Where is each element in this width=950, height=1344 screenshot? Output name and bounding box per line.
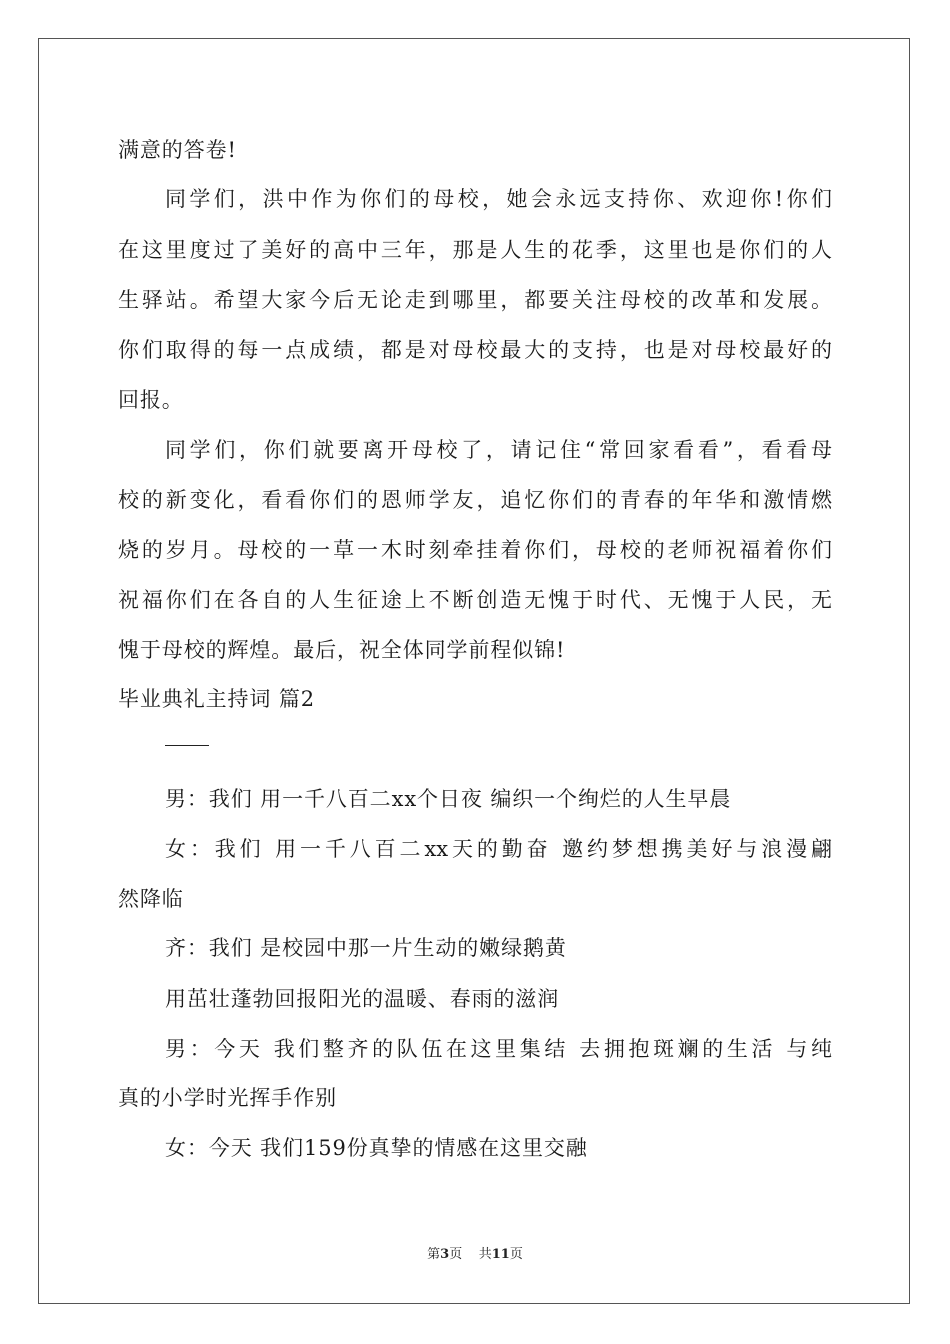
- section-heading: 毕业典礼主持词 篇2: [118, 687, 316, 711]
- text-line: 烧的岁月。母校的一草一木时刻牵挂着你们，母校的老师祝福着你们: [118, 538, 832, 562]
- page-footer: [0, 1247, 950, 1263]
- separator-dash: [165, 745, 209, 746]
- dialogue-line: 女：今天 我们159份真挚的情感在这里交融: [165, 1136, 588, 1160]
- page-border: [38, 38, 910, 1304]
- dialogue-line: 男：我们 用一千八百二xx个日夜 编织一个绚烂的人生早晨: [165, 787, 732, 811]
- text-line: 祝福你们在各自的人生征途上不断创造无愧于时代、无愧于人民，无: [118, 588, 832, 612]
- page-prefix: 第: [427, 1247, 441, 1262]
- dialogue-line: 真的小学时光挥手作别: [118, 1086, 337, 1110]
- text-line: 校的新变化，看看你们的恩师学友，追忆你们的青春的年华和激情燃: [118, 488, 832, 512]
- dialogue-line: 女：我们 用一千八百二xx天的勤奋 邀约梦想携美好与浪漫翩: [165, 837, 832, 861]
- text-line: 回报。: [118, 388, 184, 412]
- total-pages: 11: [491, 1247, 510, 1262]
- text-line: 愧于母校的辉煌。最后，祝全体同学前程似锦!: [118, 638, 566, 662]
- page-suffix: 页: [449, 1247, 463, 1262]
- dialogue-line: 然降临: [118, 887, 184, 911]
- page-number: 3: [440, 1247, 450, 1262]
- text-line: 生驿站。希望大家今后无论走到哪里，都要关注母校的改革和发展。: [118, 288, 832, 312]
- text-line: 满意的答卷!: [118, 138, 237, 162]
- text-line: 你们取得的每一点成绩，都是对母校最大的支持，也是对母校最好的: [118, 338, 832, 362]
- dialogue-line: 齐：我们 是校园中那一片生动的嫩绿鹅黄: [165, 936, 567, 960]
- total-suffix: 页: [509, 1247, 523, 1262]
- text-line: 在这里度过了美好的高中三年，那是人生的花季，这里也是你们的人: [118, 238, 832, 262]
- dialogue-line: 用茁壮蓬勃回报阳光的温暖、春雨的滋润: [165, 987, 560, 1011]
- text-line: 同学们，洪中作为你们的母校，她会永远支持你、欢迎你!你们: [165, 187, 832, 211]
- dialogue-line: 男：今天 我们整齐的队伍在这里集结 去拥抱斑斓的生活 与纯: [165, 1037, 832, 1061]
- text-line: 同学们，你们就要离开母校了，请记住“常回家看看”，看看母: [165, 438, 832, 462]
- total-prefix: 共: [478, 1247, 492, 1262]
